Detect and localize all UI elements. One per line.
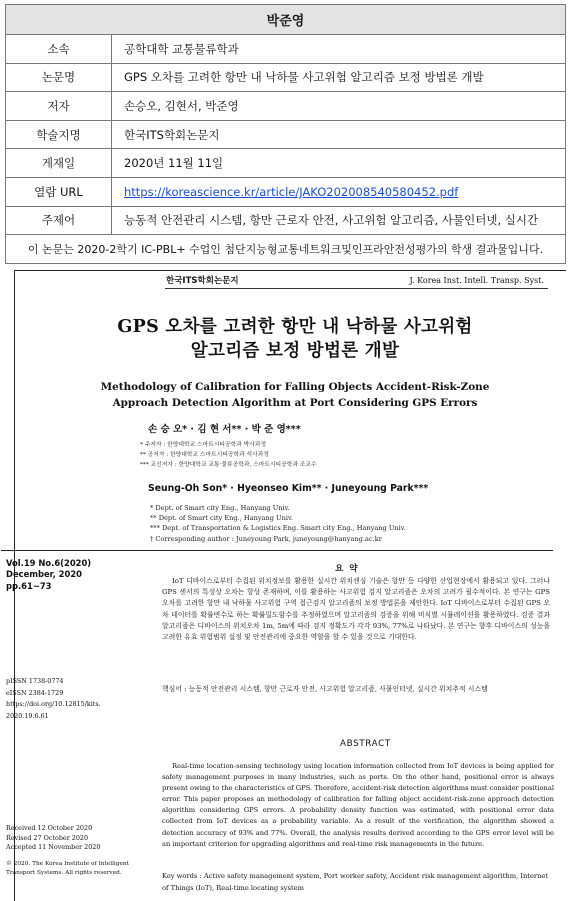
row-authors [6, 92, 566, 121]
received-date: Received 12 October 2020 [6, 824, 93, 832]
issn-info [6, 676, 101, 722]
abstract-en-body: Real-time location-sensing technology using location information collected from IoT devices is being applied for safety management purposes in many industries, such as ports. On the other hand, positional error is always present owing to the characteristics of GPS. Therefore, accident-risk detection algorithms must consider positional error. This paper proposes an methodology of calibration for falling object accident-risk-zone approach detection algorithm considering GPS errors. A probability density function was estimated, with positional error data collected from IoT devices as a probability variable. As a result of the verification, the algorithm showed a detection accuracy of 93% and 77%. Overall, the analysis results derived according to the GPS error level will be an important criterion for upgrading algorithms and real-time risk managements in the future. [162, 762, 554, 848]
label-url: 열람 URL [6, 177, 112, 206]
row-affiliation [6, 35, 566, 64]
affiliations-en [150, 503, 406, 544]
pissn: pISSN 1738-0774 [6, 677, 64, 685]
label-keywords: 주제어 [6, 206, 112, 235]
student-name-header: 박준영 [6, 5, 566, 35]
abstract-ko-heading: 요약 [335, 564, 364, 574]
value-paper-title: GPS 오차를 고려한 항만 내 낙하물 사고위험 알고리즘 보정 방법론 개발 [112, 63, 566, 92]
abstract-ko-body: IoT 디바이스로부터 수집된 위치정보를 활용한 실시간 위치센싱 기술은 항만 등 다양한 산업현장에서 활용되고 있다. 그러나 GPS 센서의 특성상 오차는 항상 존재하며, 이를 활용하는 사고위험 검지 알고리즘은 오차의 고려가 필수적이다. 본 연구는 GPS 오차를 고려한 항만 내 낙하물 사고위험 구역 접근검지 알고리즘의 보정 방법론을 제안한다. IoT 디바이스로부터 수집된 GPS 오차 데이터를 확률변수로 하는 확률밀도함수를 추정하였으며 알고리즘의 검증을 위해 비식별 시뮬레이션을 활용하였다. 검증 결과 알고리즘은 디바이스의 위치오차 1m, 5m에 따라 검지 정확도가 각각 93%, 77%로 나타났다. 본 연구는 향후 디바이스의 성능을 고려한 유효 위험범위 설정 및 안전관리에 중요한 역할을 할 수 있을 것으로 기대한다. [162, 577, 550, 642]
abstract-en-heading: ABSTRACT [340, 739, 391, 749]
volume-info [6, 558, 156, 592]
course-note: 이 논문는 2020-2학기 IC-PBL+ 수업인 첨단지능형교통네트워크및인프라안전성평가의 학생 결과물입니다. [6, 235, 566, 264]
revised-date: Revised 27 October 2020 [6, 833, 89, 842]
volume-number: Vol.19 No.6(2020) [6, 558, 92, 568]
journal-name-ko: 한국ITS학회논문지 [166, 276, 239, 286]
journal-running-header [15, 271, 566, 289]
row-pub-date [6, 149, 566, 178]
title-en-line-2: Approach Detection Algorithm at Port Considering GPS Errors [112, 397, 478, 409]
keywords-en: Key words : Active safety management system, Port worker safety, Accident risk management algorithm, Internet of Things (IoT), Real-time locating system [162, 872, 549, 892]
section-divider [1, 550, 553, 551]
row-url [6, 177, 566, 206]
label-journal: 학술지명 [6, 120, 112, 149]
label-paper-title: 논문명 [6, 63, 112, 92]
affiliation-en-1: * Dept. of Smart city Eng., Hanyang Univ. [150, 504, 290, 512]
paper-first-page [6, 270, 566, 901]
affiliation-en-3: *** Dept. of Transportation & Logistics Eng. Smart city Eng., Hanyang Univ. [150, 524, 406, 533]
row-paper-title [6, 63, 566, 92]
title-ko-line-1: GPS 오차를 고려한 항만 내 낙하물 사고위험 [117, 317, 473, 337]
paper-title-ko [75, 315, 515, 363]
label-authors: 저자 [6, 92, 112, 121]
value-affiliation: 공학대학 교통물류학과 [112, 35, 566, 64]
doi-line-2: 2020.19.6.61 [6, 711, 49, 720]
title-en-line-1: Methodology of Calibration for Falling Objects Accident-Risk-Zone [100, 381, 490, 393]
affiliation-en-2: ** Dept. of Smart city Eng., Hanyang Univ. [150, 514, 293, 523]
value-keywords: 능동적 안전관리 시스템, 항만 근로자 안전, 사고위험 알고리즘, 사물인터넷, 실시간 [112, 206, 566, 235]
value-authors: 손승오, 김현서, 박준영 [112, 92, 566, 121]
title-ko-line-2: 알고리즘 보정 방법론 개발 [190, 341, 400, 361]
affiliation-ko-2: ** 공저자 : 한양대학교 스마트시티공학과 석사과정 [140, 451, 269, 458]
accepted-date: Accepted 11 November 2020 [6, 843, 101, 851]
paper-info-table [5, 4, 566, 264]
affiliation-ko-3: *** 교신저자 : 한양대학교 교통·물류공학과, 스마트시티공학과 조교수 [140, 461, 317, 468]
value-journal: 한국ITS학회논문지 [112, 120, 566, 149]
row-keywords [6, 206, 566, 235]
received-dates [6, 824, 100, 853]
affiliation-ko-1: * 주저자 : 한양대학교 스마트시티공학과 박사과정 [140, 442, 267, 448]
row-journal [6, 120, 566, 149]
authors-ko: 손 승 오* · 김 현 서** · 박 준 영*** [148, 424, 301, 435]
authors-en: Seung-Oh Son* · Hyeonseo Kim** · Juneyoung Park*** [148, 483, 429, 494]
header-rule [165, 288, 548, 289]
corresponding-author: † Corresponding author : Juneyoung Park, juneyoung@hanyang.ac.kr [150, 534, 382, 543]
label-affiliation: 소속 [6, 35, 112, 64]
journal-name-en: J. Korea Inst. Intell. Transp. Syst. [409, 275, 544, 285]
paper-title-en [75, 379, 515, 411]
keywords-ko: 핵심어 : 능동적 안전관리 시스템, 항만 근로자 안전, 사고위험 알고리즘, 사물인터넷, 실시간 위치추적 시스템 [162, 685, 488, 693]
value-pub-date: 2020년 11월 11일 [112, 149, 566, 178]
issue-date: December, 2020 [6, 569, 82, 580]
eissn: eISSN 2384-1729 [6, 688, 64, 697]
label-pub-date: 게재일 [6, 149, 112, 178]
affiliations-ko [140, 441, 317, 470]
page-range: pp.61~73 [6, 580, 52, 591]
paper-url-link[interactable]: https://koreascience.kr/article/JAKO202008540580452.pdf [124, 184, 459, 199]
copyright-notice: © 2020. The Korea Institute of Intelligent Transport Systems. All rights reserved. [6, 861, 129, 876]
doi-line-1: https://doi.org/10.12815/kits. [6, 700, 101, 708]
